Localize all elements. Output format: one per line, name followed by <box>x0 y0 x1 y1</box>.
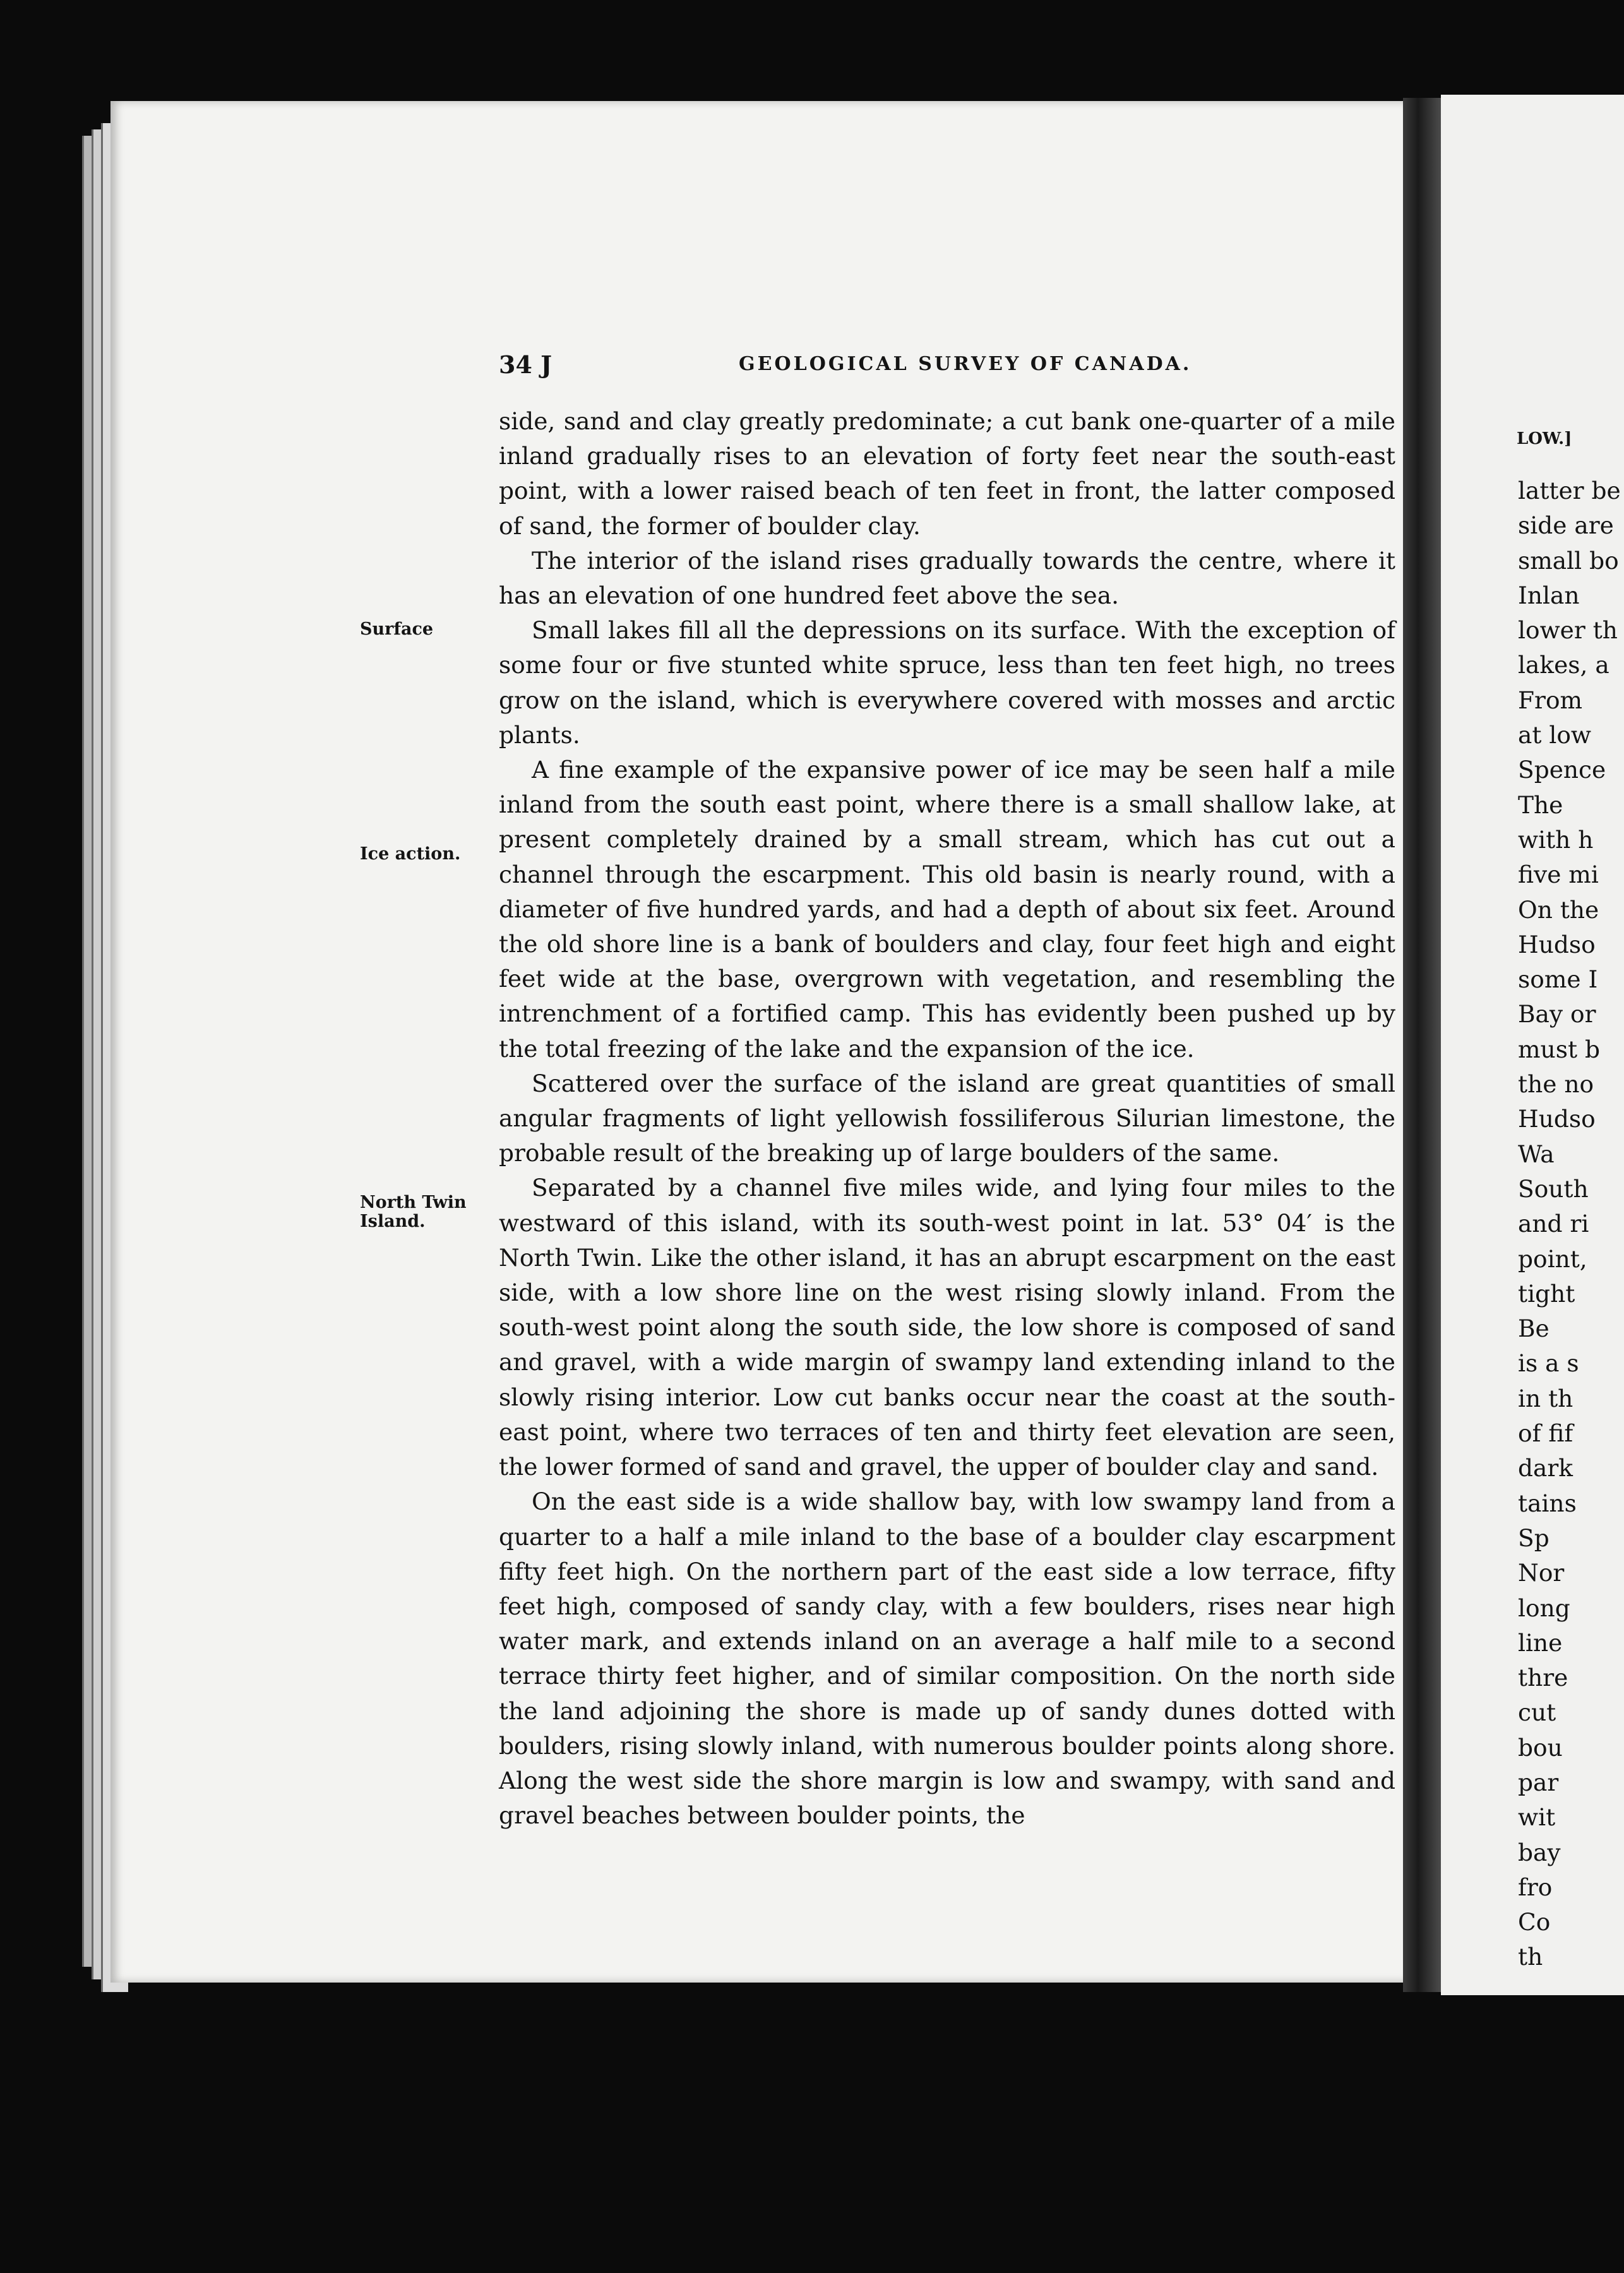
right-page-line: Bay or <box>1518 1000 1596 1029</box>
right-page-line: cut <box>1518 1698 1556 1727</box>
right-page-line: lakes, a <box>1518 651 1609 679</box>
margin-note-ice-action: Ice action. <box>360 844 461 864</box>
right-page-line: five mi <box>1518 861 1599 889</box>
right-page-line: the no <box>1518 1070 1594 1099</box>
right-page-line: fro <box>1518 1873 1553 1901</box>
right-page-line: latter be <box>1518 477 1621 504</box>
right-page-line: in th <box>1518 1384 1573 1412</box>
paragraph: On the east side is a wide shallow bay, with low swampy land from a quarter to a half a mile inland to the base of a boulder clay escarpment fifty feet high. On the northern part of the east side a low terrace, fifty feet high, composed of sandy clay, with a few boulders, rises near high water mark, and extends inland on an average a half mile to a second terrace thirty feet higher, and of similar composition. On the north side the land adjoining the shore is made up of sandy dunes dotted with boulders, rising slowly inland, with numerous boulder points along shore. Along the west side the shore margin is low and swampy, with sand and gravel beaches between boulder points, the <box>499 1488 1395 1830</box>
right-page-line: On the <box>1518 895 1599 924</box>
paragraph: side, sand and clay greatly predominate; a cut bank one-quarter of a mile inland gradually rises to an elevation of forty feet near the south-east point, with a lower raised beach of ten feet in front, the latter composed of sand, the former of boulder clay. <box>499 407 1395 540</box>
right-page-line: Wa <box>1518 1140 1555 1168</box>
right-page-line: Spence <box>1518 756 1606 784</box>
right-page-line: with h <box>1518 825 1594 854</box>
book-gutter <box>1403 98 1441 1992</box>
right-page-line: must b <box>1518 1035 1600 1063</box>
paragraph: Separated by a channel five miles wide, and lying four miles to the westward of this island, with its south-west point in lat. 53° 04′ is the North Twin. Like the other island, it has an abrupt escarpment on the east side, with a low shore line on the west rising slowly inland. From the south-west point along the south side, the low shore is composed of sand and gravel, with a wide margin of swampy land extending inland to the slowly rising interior. Low cut banks occur near the coast at the south-east point, where two terraces of ten and thirty feet elevation are seen, the lower formed of sand and gravel, the upper of boulder clay and sand. <box>499 1174 1395 1481</box>
page-number: 34 J <box>499 350 552 379</box>
right-page-line: South <box>1518 1174 1589 1203</box>
right-page <box>1441 95 1624 1995</box>
right-page-line: lower th <box>1518 616 1618 645</box>
body-text <box>499 404 1395 1833</box>
right-page-line: Nor <box>1518 1559 1565 1587</box>
right-page-line: From <box>1518 686 1583 714</box>
paragraph: Scattered over the surface of the island are great quantities of small angular fragments of light yellowish fossiliferous Silurian limestone, the probable result of the breaking up of large boulders of the same. <box>499 1069 1395 1167</box>
paragraph: A fine example of the expansive power of ice may be seen half a mile inland from the south east point, where there is a small shallow lake, at present completely drained by a small stream, which has cut out a channel through the escarpment. This old basin is nearly round, with a diameter of five hundred yards, and had a depth of about six feet. Around the old shore line is a bank of boulders and clay, four feet high and eight feet wide at the base, overgrown with vegetation, and resembling the intrenchment of a fortified camp. This has evidently been pushed up by the total freezing of the lake and the expansion of the ice. <box>499 756 1395 1063</box>
right-page-line: Inlan <box>1518 581 1580 609</box>
right-page-line: and ri <box>1518 1210 1589 1238</box>
right-page-line: point, <box>1518 1244 1587 1273</box>
right-page-line: of fif <box>1518 1419 1573 1448</box>
right-page-line: tight <box>1518 1279 1575 1308</box>
margin-note-surface: Surface <box>360 619 434 639</box>
paragraph: The interior of the island rises gradually towards the centre, where it has an elevation of one hundred feet above the sea. <box>499 546 1395 610</box>
right-page-line: Co <box>1518 1908 1551 1936</box>
right-page-line: dark <box>1518 1454 1573 1483</box>
right-page-text <box>1518 474 1624 1975</box>
right-page-line: Sp <box>1518 1524 1549 1552</box>
right-page-line: some I <box>1518 965 1598 994</box>
right-page-line: bay <box>1518 1838 1561 1866</box>
right-page-line: long <box>1518 1594 1570 1622</box>
right-page-line: side are <box>1518 511 1614 540</box>
right-page-line: bou <box>1518 1733 1563 1762</box>
right-page-line: Be <box>1518 1315 1549 1343</box>
right-page-line: is a s <box>1518 1349 1579 1378</box>
right-page-line: par <box>1518 1768 1559 1796</box>
paragraph: Small lakes fill all the depressions on its surface. With the exception of some four or five stunted white spruce, less than ten feet high, no trees grow on the island, which is everywhere covered with mosses and arctic plants. <box>499 616 1395 749</box>
running-head: GEOLOGICAL SURVEY OF CANADA. <box>739 353 1192 375</box>
right-page-line: small bo <box>1518 546 1619 575</box>
right-page-line: at low <box>1518 721 1592 749</box>
right-page-line: Hudso <box>1518 1105 1596 1133</box>
right-page-line: thre <box>1518 1664 1568 1692</box>
right-page-header: LOW.] <box>1517 429 1572 448</box>
right-page-line: tains <box>1518 1489 1577 1517</box>
right-page-line: wit <box>1518 1803 1556 1832</box>
right-page-line: th <box>1518 1943 1543 1971</box>
right-page-line: Hudso <box>1518 930 1596 958</box>
right-page-line: line <box>1518 1628 1563 1657</box>
right-page-line: The <box>1518 790 1563 819</box>
page-header <box>499 350 1395 382</box>
margin-note-north-twin: North Twin Island. <box>360 1193 467 1231</box>
